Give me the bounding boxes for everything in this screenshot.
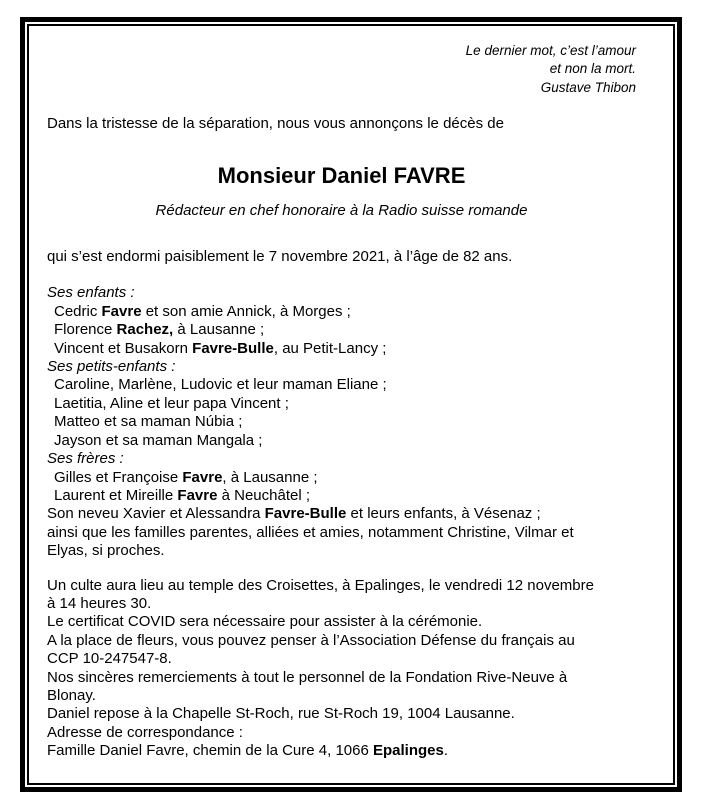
text-segment: Famille Daniel Favre, chemin de la Cure 4, 1066 <box>47 742 373 760</box>
text-segment: et son amie Annick, à Morges ; <box>141 302 351 320</box>
family-list <box>47 284 636 560</box>
family-line <box>47 524 636 542</box>
quote-line <box>47 60 636 78</box>
text-segment: Nos sincères remerciements à tout le personnel de la Fondation Rive-Neuve à <box>47 668 568 686</box>
text-segment: Caroline, Marlène, Ludovic et leur maman Eliane ; <box>54 376 387 394</box>
text-segment: Ses enfants : <box>47 284 135 302</box>
text-segment: Gilles et Françoise <box>54 468 183 486</box>
family-line <box>47 487 636 505</box>
text-segment: Florence <box>54 321 117 339</box>
family-line <box>47 376 636 394</box>
family-line <box>47 321 636 339</box>
text-segment: A la place de fleurs, vous pouvez penser à l’Association Défense du français au <box>47 631 575 649</box>
info-line <box>47 687 636 705</box>
announcement-inner-border <box>27 24 675 785</box>
text-segment: . <box>443 742 449 760</box>
family-line <box>47 284 636 302</box>
announcement-content <box>29 26 673 761</box>
info-line <box>47 595 636 613</box>
info-line <box>47 613 636 631</box>
family-line <box>47 450 636 468</box>
intro-line: Dans la tristesse de la séparation, nous vous annonçons le décès de <box>47 115 504 133</box>
text-segment: à Lausanne ; <box>173 321 265 339</box>
quote-line <box>47 79 636 97</box>
text-segment: Son neveu Xavier et Alessandra <box>47 505 265 523</box>
text-segment: ainsi que les familles parentes, alliées et amies, notamment Christine, Vilmar et <box>47 523 574 541</box>
text-segment: Cedric <box>54 302 102 320</box>
bold-text-segment: Rachez, <box>116 321 174 339</box>
family-line <box>47 505 636 523</box>
text-segment: Le certificat COVID sera nécessaire pour assister à la cérémonie. <box>47 613 483 631</box>
family-line <box>47 469 636 487</box>
quote-line <box>47 42 636 60</box>
info-line <box>47 669 636 687</box>
family-line <box>47 432 636 450</box>
family-line <box>47 413 636 431</box>
text-segment: Laurent et Mireille <box>54 486 178 504</box>
info-line <box>47 632 636 650</box>
info-line <box>47 705 636 723</box>
epigraph-quote <box>47 42 636 97</box>
text-segment: Ses petits-enfants : <box>47 358 176 376</box>
text-segment: Jayson et sa maman Mangala ; <box>54 431 263 449</box>
text-segment: , à Lausanne ; <box>222 468 318 486</box>
text-segment: Daniel repose à la Chapelle St-Roch, rue St-Roch 19, 1004 Lausanne. <box>47 705 515 723</box>
text-segment: Un culte aura lieu au temple des Croisettes, à Epalinges, le vendredi 12 novembre <box>47 576 594 594</box>
bold-text-segment: Epalinges <box>373 742 444 760</box>
bold-text-segment: Favre <box>101 302 142 320</box>
text-segment: à Neuchâtel ; <box>217 486 310 504</box>
text-segment: à 14 heures 30. <box>47 594 152 612</box>
text-segment: Adresse de correspondance : <box>47 723 243 741</box>
bold-text-segment: Favre <box>182 468 223 486</box>
announcement-frame <box>20 17 682 792</box>
bold-text-segment: Favre-Bulle <box>264 505 347 523</box>
bold-text-segment: Favre <box>177 486 218 504</box>
text-segment: , au Petit-Lancy ; <box>273 339 387 357</box>
text-segment: Le dernier mot, c’est l’amour <box>465 43 636 58</box>
deceased-role: Rédacteur en chef honoraire à la Radio suisse romande <box>155 201 528 219</box>
text-segment: et leurs enfants, à Vésenaz ; <box>346 505 541 523</box>
family-line <box>47 395 636 413</box>
family-line <box>47 340 636 358</box>
text-segment: et non la mort. <box>549 61 636 77</box>
text-segment: Elyas, si proches. <box>47 542 165 560</box>
text-segment: Ses frères : <box>47 450 124 468</box>
info-line <box>47 650 636 668</box>
info-line <box>47 724 636 742</box>
info-line <box>47 742 636 760</box>
text-segment: Matteo et sa maman Núbia ; <box>54 413 243 431</box>
family-line <box>47 542 636 560</box>
text-segment: CCP 10-247547-8. <box>47 650 172 668</box>
bold-text-segment: Favre-Bulle <box>192 339 274 357</box>
ceremony-info <box>47 577 636 761</box>
death-notice-line: qui s’est endormi paisiblement le 7 novembre 2021, à l’âge de 82 ans. <box>47 248 513 266</box>
text-segment: Blonay. <box>47 686 96 704</box>
text-segment: Vincent et Busakorn <box>54 339 193 357</box>
family-line <box>47 303 636 321</box>
text-segment: Gustave Thibon <box>540 79 636 95</box>
info-line <box>47 577 636 595</box>
deceased-name: Monsieur Daniel FAVRE <box>217 162 466 188</box>
family-line <box>47 358 636 376</box>
text-segment: Laetitia, Aline et leur papa Vincent ; <box>54 394 289 412</box>
